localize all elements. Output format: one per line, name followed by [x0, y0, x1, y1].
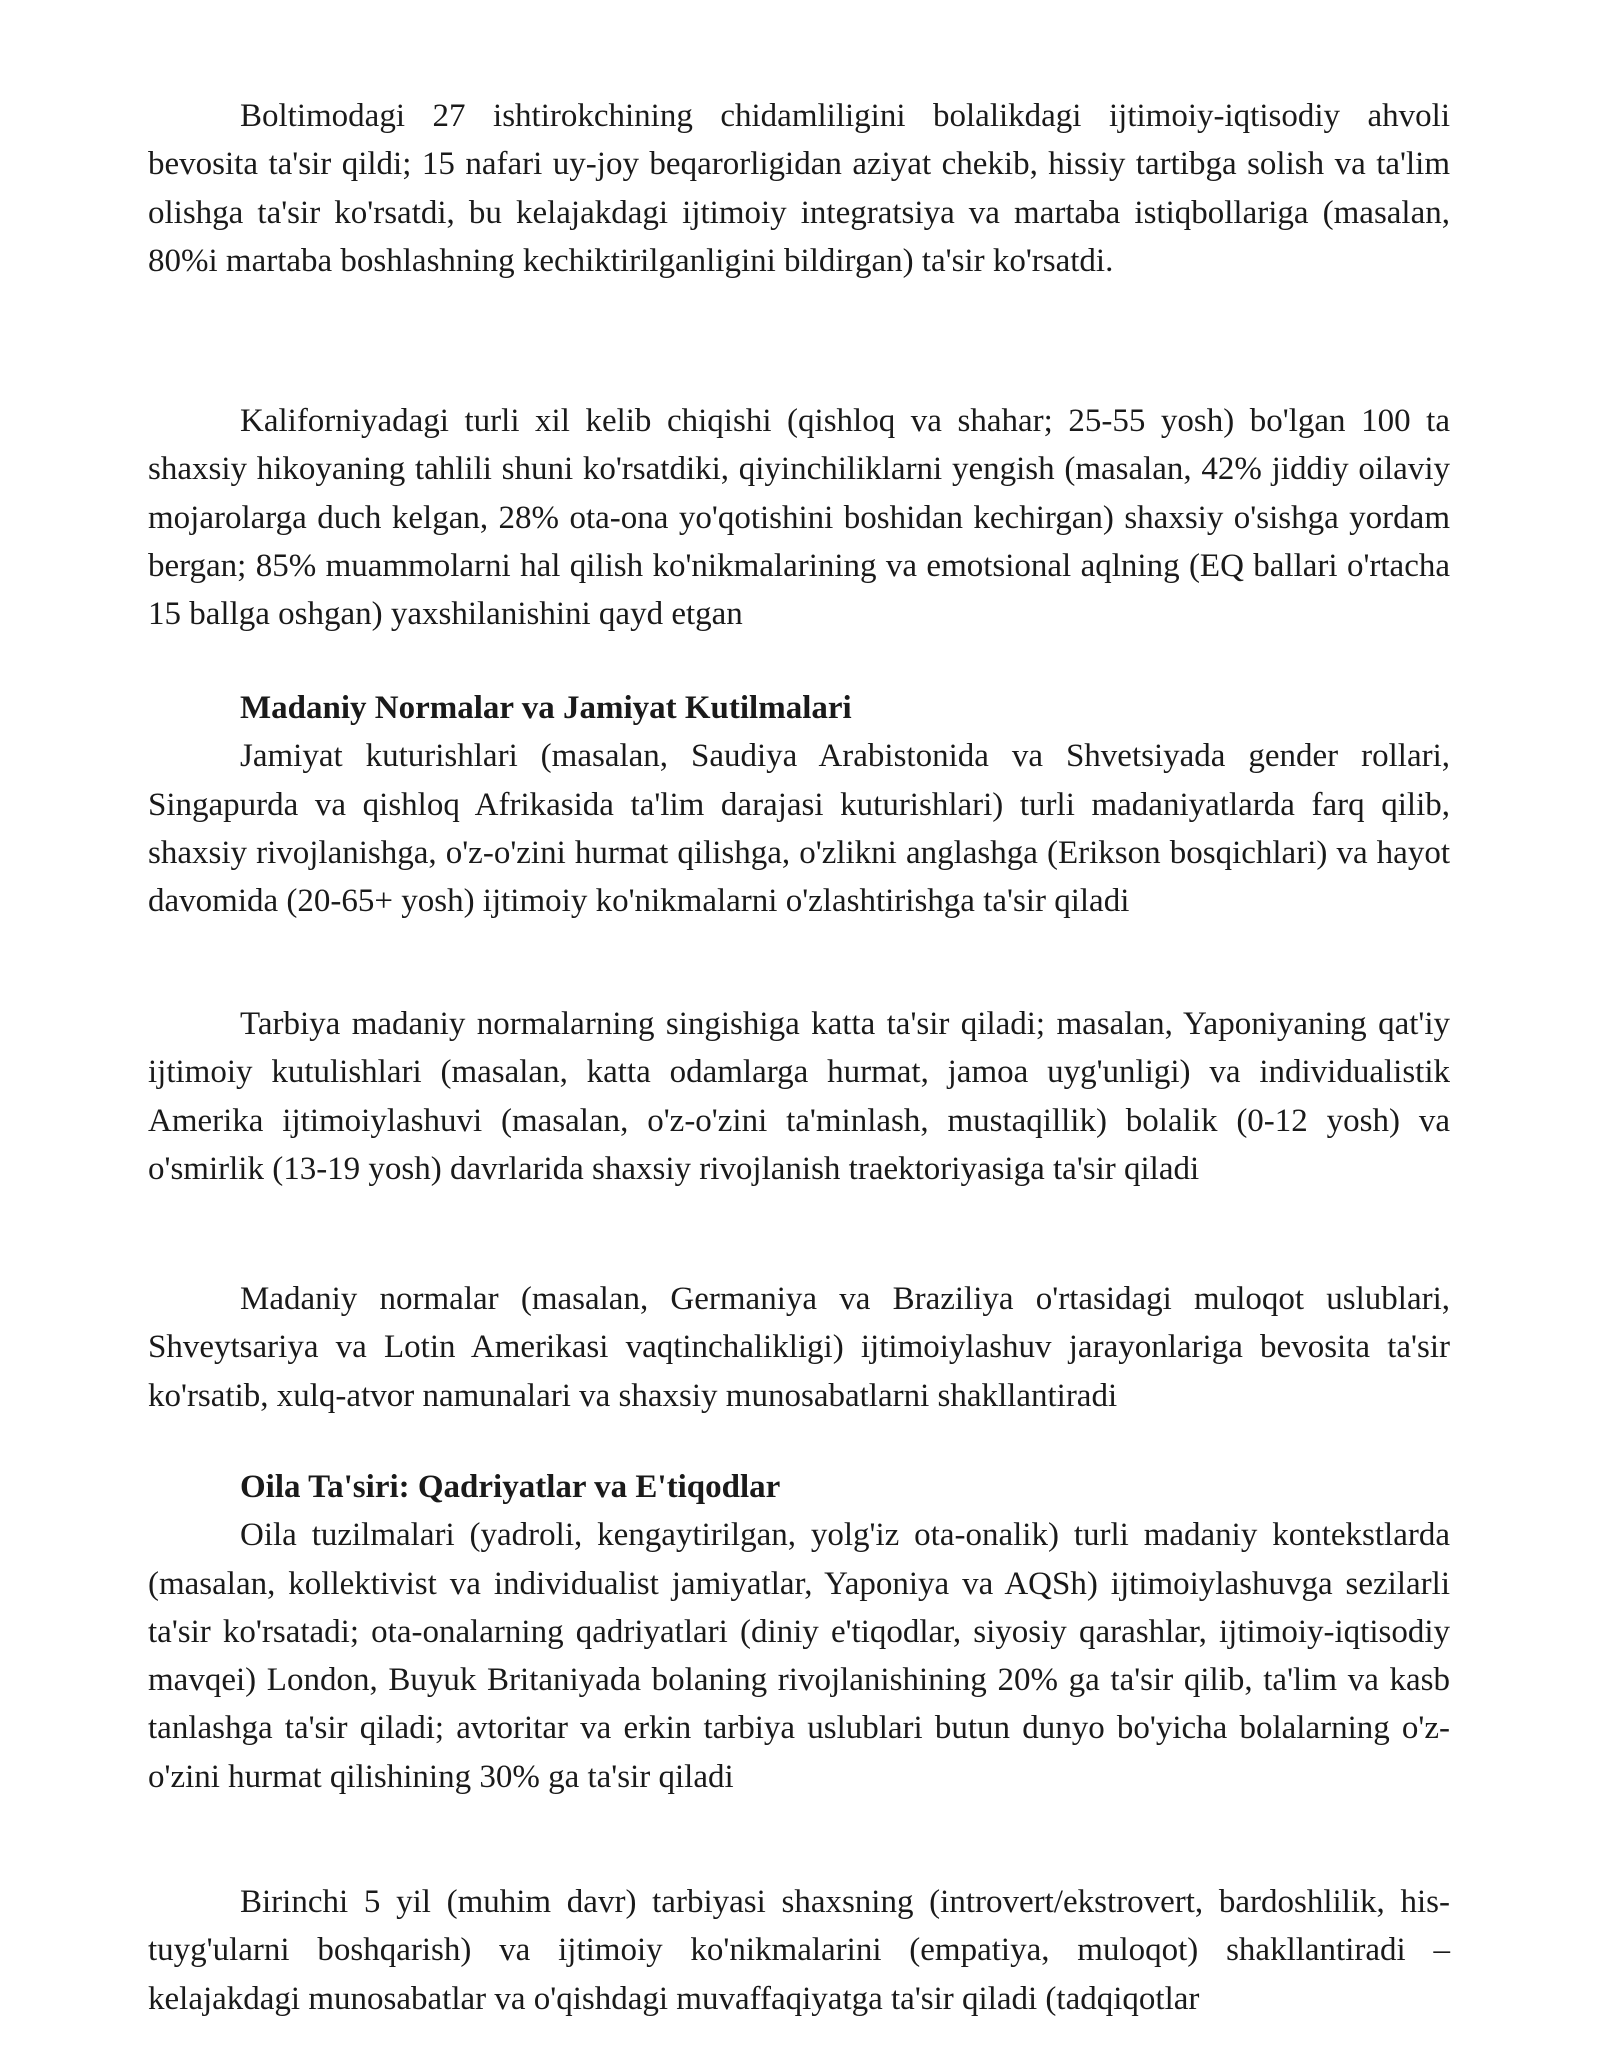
paragraph-text: Tarbiya madaniy normalarning singishiga katta ta'sir qiladi; masalan, Yaponiyaning qat'iy ijtimoiy kutulishlari (masalan, katta odamlarga hurmat, jamoa uyg'unligi) va individualistik Amerika ijtimoiylashuvi (masalan, o'z-o'zini ta'minlash, mustaqillik) bolalik (0-12 yosh) va o'smirlik (13-19 yosh) davrlarida shaxsiy rivojlanish traektoriyasiga ta'sir qiladi: [148, 1006, 1450, 1187]
paragraph-baltimore-resilience: [148, 92, 1450, 285]
section-family-influence: [148, 1463, 1450, 1801]
section-heading: Oila Ta'siri: Qadriyatlar va E'tiqodlar: [240, 1469, 781, 1505]
paragraph-first-five-years: [148, 1878, 1450, 2023]
paragraph-text: Madaniy normalar (masalan, Germaniya va Braziliya o'rtasidagi muloqot uslublari, Shveytsariya va Lotin Amerikasi vaqtinchalikligi) ijtimoiylashuv jarayonlariga bevosita ta'sir ko'rsatib, xulq-atvor namunalari va shaxsiy munosabatlarni shakllantiradi: [148, 1281, 1450, 1414]
section-heading: Madaniy Normalar va Jamiyat Kutilmalari: [240, 690, 852, 726]
paragraph-text: Birinchi 5 yil (muhim davr) tarbiyasi shaxsning (introvert/ekstrovert, bardoshlilik, his-tuyg'ularni boshqarish) va ijtimoiy ko'nikmalarini (empatiya, muloqot) shakllantiradi – kelajakdagi munosabatlar va o'qishdagi muvaffaqiyatga ta'sir qiladi (tadqiqotlar: [148, 1884, 1450, 2017]
paragraph-cultural-communication: [148, 1275, 1450, 1420]
paragraph-california-stories: [148, 397, 1450, 638]
paragraph-text: Oila tuzilmalari (yadroli, kengaytirilgan, yolg'iz ota-onalik) turli madaniy kontekstlarda (masalan, kollektivist va individualist jamiyatlar, Yaponiya va AQSh) ijtimoiylashuvga sezilarli ta'sir ko'rsatadi; ota-onalarning qadriyatlari (diniy e'tiqodlar, siyosiy qarashlar, ijtimoiy-iqtisodiy mavqei) London, Buyuk Britaniyada bolaning rivojlanishining 20% ga ta'sir qilib, ta'lim va kasb tanlashga ta'sir qiladi; avtoritar va erkin tarbiya uslublari butun dunyo bo'yicha bolalarning o'z-o'zini hurmat qilishining 30% ga ta'sir qiladi: [148, 1517, 1450, 1795]
paragraph-text: Jamiyat kuturishlari (masalan, Saudiya Arabistonida va Shvetsiyada gender rollari, Singapurda va qishloq Afrikasida ta'lim darajasi kuturishlari) turli madaniyatlarda farq qilib, shaxsiy rivojlanishga, o'z-o'zini hurmat qilishga, o'zlikni anglashga (Erikson bosqichlari) va hayot davomida (20-65+ yosh) ijtimoiy ko'nikmalarni o'zlashtirishga ta'sir qiladi: [148, 738, 1450, 920]
paragraph-text: Boltimodagi 27 ishtirokchining chidamliligini bolalikdagi ijtimoiy-iqtisodiy ahvoli bevosita ta'sir qildi; 15 nafari uy-joy beqarorligidan aziyat chekib, hissiy tartibga solish va ta'lim olishga ta'sir ko'rsatdi, bu kelajakdagi ijtimoiy integratsiya va martaba istiqbollariga (masalan, 80%i martaba boshlashning kechiktirilganligini bildirgan) ta'sir ko'rsatdi.: [148, 98, 1450, 279]
paragraph-upbringing-norms: [148, 1000, 1450, 1193]
paragraph-text: Kaliforniyadagi turli xil kelib chiqishi (qishloq va shahar; 25-55 yosh) bo'lgan 100 ta shaxsiy hikoyaning tahlili shuni ko'rsatdiki, qiyinchiliklarni yengish (masalan, 42% jiddiy oilaviy mojarolarga duch kelgan, 28% ota-ona yo'qotishini boshidan kechirgan) shaxsiy o'sishga yordam bergan; 85% muammolarni hal qilish ko'nikmalarining va emotsional aqlning (EQ ballari o'rtacha 15 ballga oshgan) yaxshilanishini qayd etgan: [148, 403, 1450, 633]
section-cultural-norms: [148, 684, 1450, 925]
